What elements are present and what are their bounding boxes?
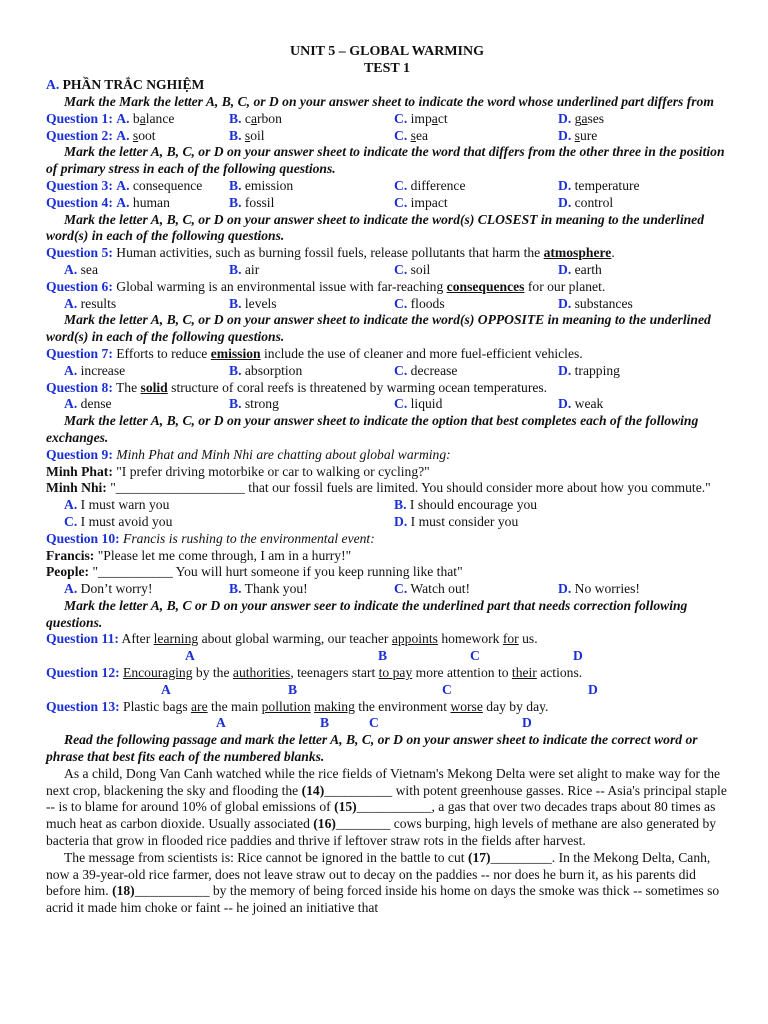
- question-4: Question 4: A. human B. fossil C. impact D. control: [46, 194, 614, 210]
- question-10-line-2: People: "___________ You will hurt someone if you keep running like that": [46, 564, 463, 580]
- blank-18: ___________: [134, 883, 210, 899]
- question-5-options: A. sea B. air C. soil D. earth: [64, 261, 602, 277]
- instruction-stress: Mark the letter A, B, C, or D on your answer sheet to indicate the word that differs from the other three in the position of primary stress in each of the following questions.: [46, 144, 725, 177]
- question-7-options: A. increase B. absorption C. decrease D. trapping: [64, 362, 620, 378]
- question-label: Question 1:: [46, 110, 113, 126]
- instruction-closest: Mark the letter A, B, C, or D on your answer sheet to indicate the word(s) CLOSEST in meaning to the underlined word(s) in each of the following questions.: [46, 211, 704, 244]
- question-10-line-1: Francis: "Please let me come through, I am in a hurry!": [46, 547, 352, 563]
- question-12: Question 12: Encouraging by the authorities, teenagers start to pay more attention to their actions.: [46, 665, 583, 681]
- test-title: TEST 1: [363, 60, 411, 76]
- question-3: Question 3: A. consequence B. emission C. difference D. temperature: [46, 177, 640, 193]
- question-6: Question 6: Global warming is an environmental issue with far-reaching consequences for our planet.: [46, 278, 606, 294]
- section-label: PHẦN TRẮC NGHIỆM: [62, 77, 205, 93]
- blank-14: __________: [324, 782, 393, 798]
- question-10: Question 10: Francis is rushing to the environmental event:: [46, 530, 375, 546]
- blank-16: ________: [335, 816, 391, 832]
- question-2: Question 2: A. soot B. soil C. sea D. sure: [46, 127, 598, 143]
- section-letter: A.: [46, 77, 60, 93]
- blank-14-number: (14): [301, 782, 325, 798]
- question-5: Question 5: Human activities, such as burning fossil fuels, release pollutants that harm the atmosphere.: [46, 245, 615, 261]
- passage-paragraph-2: The message from scientists is: Rice cannot be ignored in the battle to cut (17)_________. In the Mekong Delta, Canh, now a 39-year-old rice farmer, does not leave straw out to decay on the paddies -- nor does he burn it, as his parents did before him. (18)___________ by the memory of being forced inside his home on days the smoke was thick -- sometimes so acrid it made him choke or faint -- he joined an initiative that: [46, 849, 720, 916]
- passage-paragraph-1: As a child, Dong Van Canh watched while the rice fields of Vietnam's Mekong Delta were set alight to make way for the next crop, blackening the sky and flooding the (14)__________ with potent greenhouse gasses. Rice -- Asia's principal staple -- is to blame for around 10% of global emissions of (15)___________, a gas that over two decades traps about 80 times as much heat as carbon dioxide. Usually associated (16)________ cows burping, high levels of methane are also generated by bacteria that grow in flooded rice paddies and thrive if leftover straw rots in the fields after harvest.: [46, 765, 727, 849]
- blank-16-number: (16): [313, 816, 336, 832]
- question-label: Question 2:: [46, 127, 113, 143]
- blank-17: _________: [490, 849, 552, 865]
- instruction-passage: Read the following passage and mark the letter A, B, C, or D on your answer sheet to indicate the correct word or phrase that best fits each of the numbered blanks.: [46, 732, 698, 765]
- unit-title: UNIT 5 – GLOBAL WARMING: [290, 44, 484, 59]
- question-1: Question 1: A. balance B. carbon C. impact D. gases: [46, 110, 605, 126]
- question-7: Question 7: Efforts to reduce emission include the use of cleaner and more fuel-efficient vehicles.: [46, 345, 583, 361]
- question-9-options-ab: A. I must warn you B. I should encourage you: [64, 497, 538, 513]
- blank-15: ___________: [356, 799, 432, 815]
- question-8-options: A. dense B. strong C. liquid D. weak: [64, 396, 604, 412]
- question-10-options: A. Don’t worry! B. Thank you! C. Watch out! D. No worries!: [64, 581, 640, 597]
- question-9-line-1: Minh Phat: "I prefer driving motorbike or car to walking or cycling?": [46, 463, 430, 479]
- blank-18-number: (18): [112, 883, 135, 899]
- question-11: Question 11: After learning about global warming, our teacher appoints homework for us.: [46, 631, 538, 647]
- blank-17-number: (17): [467, 849, 491, 865]
- question-13: Question 13: Plastic bags are the main pollution making the environment worse day by day.: [46, 698, 549, 714]
- blank-15-number: (15): [334, 799, 357, 815]
- section-a-heading: [46, 77, 728, 94]
- instruction-opposite: Mark the letter A, B, C, or D on your answer sheet to indicate the word(s) OPPOSITE in meaning to the underlined word(s) in each of the following questions.: [46, 312, 711, 345]
- instruction-exchanges: Mark the letter A, B, C, or D on your answer sheet to indicate the option that best completes each of the following exchanges.: [46, 413, 699, 445]
- question-12-letters: A B C D: [161, 681, 598, 697]
- question-8: Question 8: The solid structure of coral reefs is threatened by warming ocean temperatures.: [46, 379, 548, 395]
- option-letter: A: [116, 110, 127, 126]
- instruction-pronunciation: Mark the Mark the letter A, B, C, or D on your answer sheet to indicate the word whose underlined part differs from: [64, 93, 714, 109]
- question-6-options: A. results B. levels C. floods D. substances: [64, 295, 633, 311]
- instruction-correction: Mark the letter A, B, C or D on your answer seer to indicate the underlined part that needs correction following questions.: [46, 597, 688, 630]
- question-9: Question 9: Minh Phat and Minh Nhi are chatting about global warming:: [46, 446, 451, 462]
- question-13-letters: A B C D: [216, 715, 532, 731]
- question-11-letters: A B C D: [185, 648, 583, 664]
- question-9-line-2: Minh Nhi: "___________________ that our fossil fuels are limited. You should consider more about how you commute.": [46, 480, 711, 496]
- question-9-options-cd: C. I must avoid you D. I must consider you: [64, 513, 519, 529]
